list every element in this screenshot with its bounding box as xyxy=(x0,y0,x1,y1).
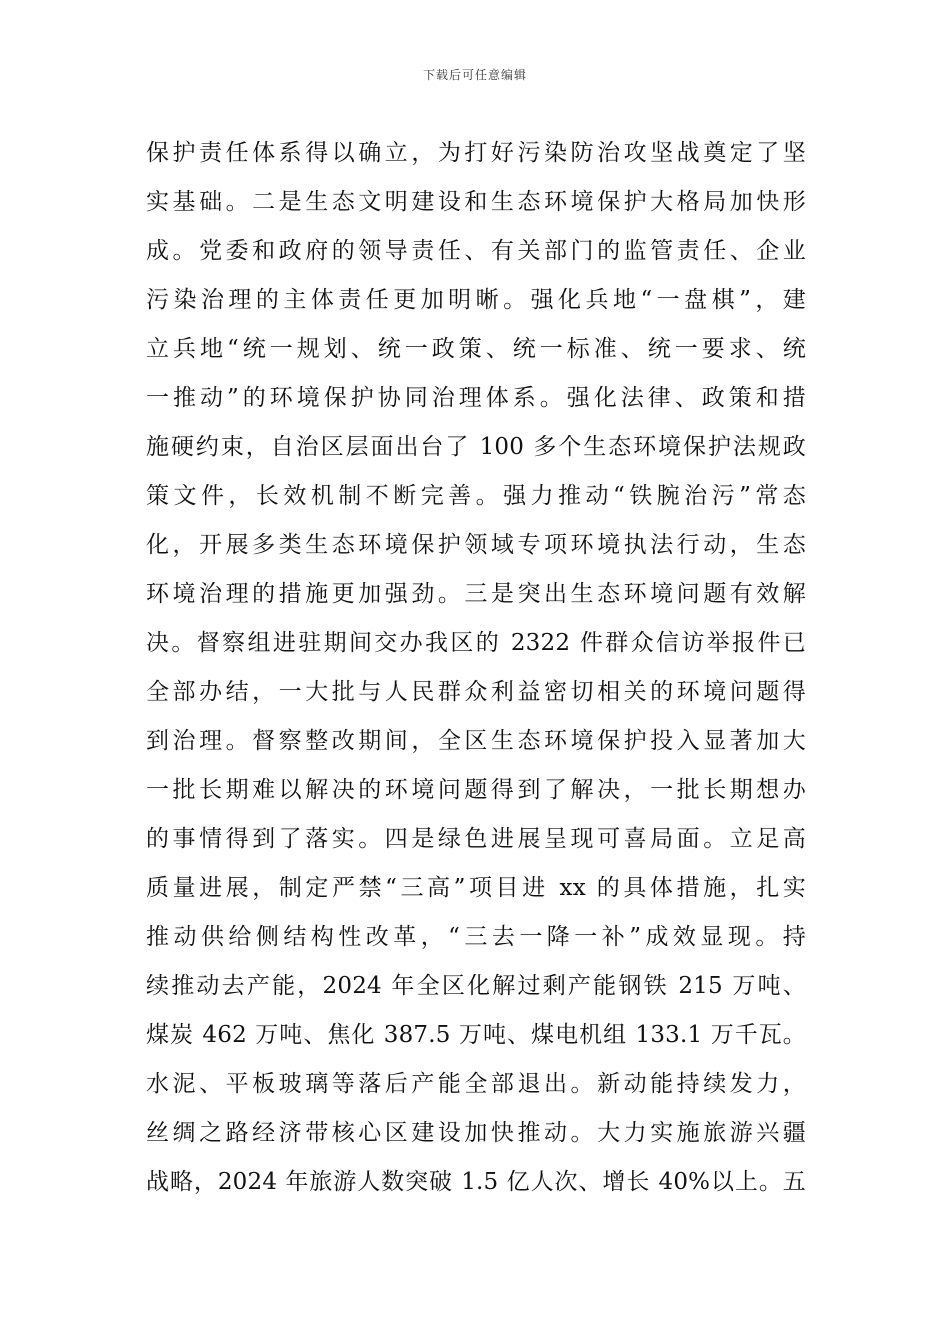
text-line: 实基础。二是生态文明建设和生态环境保护大格局加快形 xyxy=(146,189,806,215)
text-line: 一批长期难以解决的环境问题得到了解决，一批长期想办 xyxy=(146,777,806,803)
text-line: 推动供给侧结构性改革，“三去一降一补”成效显现。持 xyxy=(146,924,806,950)
text-line: 保护责任体系得以确立，为打好污染防治攻坚战奠定了坚 xyxy=(146,140,806,166)
text-line: 污染治理的主体责任更加明晰。强化兵地“一盘棋”，建 xyxy=(146,287,806,313)
text-line: 的事情得到了落实。四是绿色进展呈现可喜局面。立足高 xyxy=(146,826,806,852)
body-text xyxy=(146,129,806,1207)
text-line: 续推动去产能，2024 年全区化解过剩产能钢铁 215 万吨、 xyxy=(146,973,806,999)
text-line: 策文件，长效机制不断完善。强力推动“铁腕治污”常态 xyxy=(146,483,806,509)
text-line: 煤炭 462 万吨、焦化 387.5 万吨、煤电机组 133.1 万千瓦。 xyxy=(146,1022,806,1048)
text-line: 水泥、平板玻璃等落后产能全部退出。新动能持续发力， xyxy=(146,1071,806,1097)
text-line: 全部办结，一大批与人民群众利益密切相关的环境问题得 xyxy=(146,679,806,705)
text-line: 成。党委和政府的领导责任、有关部门的监管责任、企业 xyxy=(146,238,806,264)
page-header: 下载后可任意编辑 xyxy=(422,68,527,82)
text-line: 决。督察组进驻期间交办我区的 2322 件群众信访举报件已 xyxy=(146,630,806,656)
text-line: 质量进展，制定严禁“三高”项目进 xx 的具体措施，扎实 xyxy=(146,875,806,901)
text-line: 一推动”的环境保护协同治理体系。强化法律、政策和措 xyxy=(146,385,806,411)
text-line: 环境治理的措施更加强劲。三是突出生态环境问题有效解 xyxy=(146,581,806,607)
text-line: 到治理。督察整改期间，全区生态环境保护投入显著加大 xyxy=(146,728,806,754)
text-line: 化，开展多类生态环境保护领域专项环境执法行动，生态 xyxy=(146,532,806,558)
text-line: 立兵地“统一规划、统一政策、统一标准、统一要求、统 xyxy=(146,336,806,362)
text-line: 战略，2024 年旅游人数突破 1.5 亿人次、增长 40%以上。五 xyxy=(146,1169,806,1195)
text-line: 丝绸之路经济带核心区建设加快推动。大力实施旅游兴疆 xyxy=(146,1120,806,1146)
text-line: 施硬约束，自治区层面出台了 100 多个生态环境保护法规政 xyxy=(146,434,806,460)
